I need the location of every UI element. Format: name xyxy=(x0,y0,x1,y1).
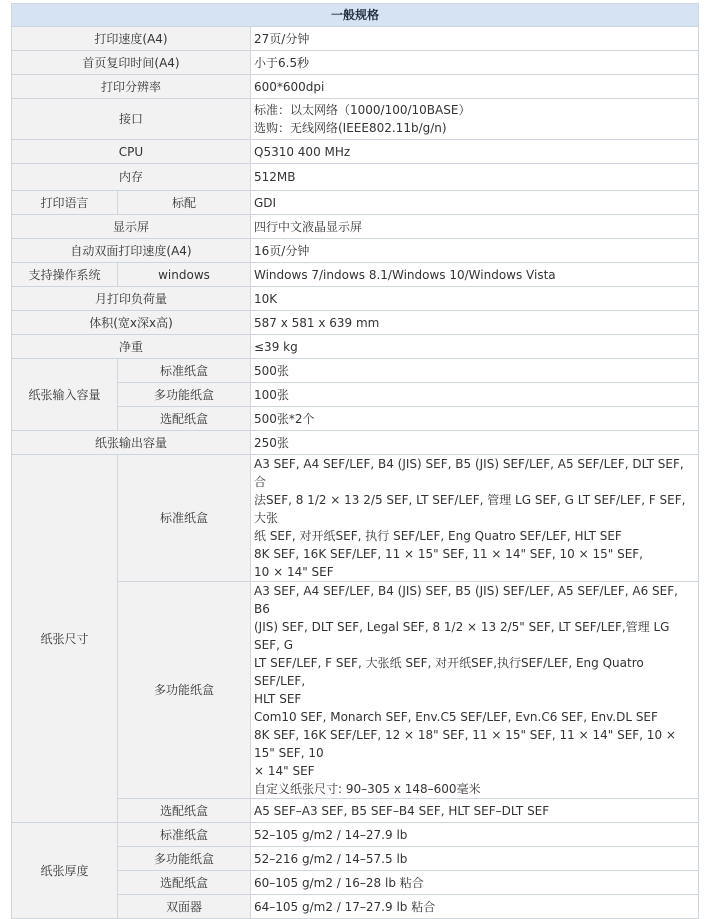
row-value: 60–105 g/m2 / 16–28 lb 粘合 xyxy=(251,871,699,895)
table-row xyxy=(12,99,699,140)
row-label: 月打印负荷量 xyxy=(12,287,251,311)
row-value: 500张 xyxy=(251,359,699,383)
row-value: 64–105 g/m2 / 17–27.9 lb 粘合 xyxy=(251,895,699,919)
row-value: GDI xyxy=(251,191,699,215)
row-label: 体积(宽x深x高) xyxy=(12,311,251,335)
table-row xyxy=(12,140,699,164)
row-value: 512MB xyxy=(251,164,699,191)
row-label: 打印语言 xyxy=(12,191,118,215)
row-label: 纸张输出容量 xyxy=(12,431,251,455)
value-line: (JIS) SEF, DLT SEF, Legal SEF, 8 1/2 × 13 2/5" SEF, LT SEF/LEF,管理 LG SEF, G xyxy=(254,620,670,652)
row-sublabel: 标准纸盒 xyxy=(118,455,251,582)
value-line: 纸 SEF, 对开纸SEF, 执行 SEF/LEF, Eng Quatro SEF/LEF, HLT SEF xyxy=(254,529,622,543)
table-row xyxy=(12,27,699,51)
row-sublabel: 标准纸盒 xyxy=(118,359,251,383)
table-row xyxy=(12,311,699,335)
table-row xyxy=(12,287,699,311)
row-value: 小于6.5秒 xyxy=(251,51,699,75)
table-row xyxy=(12,215,699,239)
table-row xyxy=(12,359,699,383)
value-line: 10 × 14" SEF xyxy=(254,565,334,579)
row-label: 接口 xyxy=(12,99,251,140)
row-label: 打印分辨率 xyxy=(12,75,251,99)
row-value: 27页/分钟 xyxy=(251,27,699,51)
spec-table xyxy=(11,3,699,919)
row-value: 52–216 g/m2 / 14–57.5 lb xyxy=(251,847,699,871)
row-label: 打印速度(A4) xyxy=(12,27,251,51)
row-sublabel: windows xyxy=(118,263,251,287)
row-label: 支持操作系统 xyxy=(12,263,118,287)
value-line: 法SEF, 8 1/2 × 13 2/5 SEF, LT SEF/LEF, 管理 LG SEF, G LT SEF/LEF, F SEF, 大张 xyxy=(254,493,686,525)
row-value: ≤39 kg xyxy=(251,335,699,359)
row-value: Q5310 400 MHz xyxy=(251,140,699,164)
row-sublabel: 多功能纸盒 xyxy=(118,847,251,871)
row-value xyxy=(251,455,699,582)
table-row xyxy=(12,431,699,455)
value-line: Com10 SEF, Monarch SEF, Env.C5 SEF/LEF, Evn.C6 SEF, Env.DL SEF xyxy=(254,710,658,724)
row-sublabel: 选配纸盒 xyxy=(118,799,251,823)
table-row xyxy=(12,51,699,75)
row-sublabel: 标配 xyxy=(118,191,251,215)
table-title: 一般规格 xyxy=(12,4,699,27)
row-sublabel: 多功能纸盒 xyxy=(118,582,251,799)
value-line: 标准：以太网络（1000/100/10BASE） xyxy=(254,103,471,117)
value-line: A3 SEF, A4 SEF/LEF, B4 (JIS) SEF, B5 (JIS) SEF/LEF, A5 SEF/LEF, A6 SEF, B6 xyxy=(254,584,678,616)
value-line: LT SEF/LEF, F SEF, 大张纸 SEF, 对开纸SEF,执行SEF/LEF, Eng Quatro SEF/LEF, xyxy=(254,656,644,688)
table-row xyxy=(12,455,699,582)
row-value: 10K xyxy=(251,287,699,311)
row-label: 纸张尺寸 xyxy=(12,455,118,823)
row-value: 587 x 581 x 639 mm xyxy=(251,311,699,335)
row-sublabel: 双面器 xyxy=(118,895,251,919)
row-label: 纸张厚度 xyxy=(12,823,118,919)
row-sublabel: 标准纸盒 xyxy=(118,823,251,847)
table-row xyxy=(12,75,699,99)
row-label: 显示屏 xyxy=(12,215,251,239)
table-row xyxy=(12,191,699,215)
row-value: 16页/分钟 xyxy=(251,239,699,263)
row-value: 四行中文液晶显示屏 xyxy=(251,215,699,239)
row-value: 100张 xyxy=(251,383,699,407)
row-value: A5 SEF–A3 SEF, B5 SEF–B4 SEF, HLT SEF–DLT SEF xyxy=(251,799,699,823)
value-line: × 14" SEF xyxy=(254,764,315,778)
row-value xyxy=(251,99,699,140)
row-value: 500张*2个 xyxy=(251,407,699,431)
row-label: 内存 xyxy=(12,164,251,191)
row-value: 600*600dpi xyxy=(251,75,699,99)
row-label: CPU xyxy=(12,140,251,164)
row-label: 自动双面打印速度(A4) xyxy=(12,239,251,263)
row-value: 250张 xyxy=(251,431,699,455)
value-line: HLT SEF xyxy=(254,692,302,706)
table-row xyxy=(12,335,699,359)
table-row xyxy=(12,164,699,191)
table-row xyxy=(12,263,699,287)
table-row xyxy=(12,239,699,263)
row-value xyxy=(251,582,699,799)
row-sublabel: 多功能纸盒 xyxy=(118,383,251,407)
row-sublabel: 选配纸盒 xyxy=(118,407,251,431)
row-label: 纸张输入容量 xyxy=(12,359,118,431)
value-line: 8K SEF, 16K SEF/LEF, 12 × 18" SEF, 11 × 15" SEF, 11 × 14" SEF, 10 × 15" SEF, 10 xyxy=(254,728,676,760)
table-row xyxy=(12,823,699,847)
row-sublabel: 选配纸盒 xyxy=(118,871,251,895)
value-line: A3 SEF, A4 SEF/LEF, B4 (JIS) SEF, B5 (JIS) SEF/LEF, A5 SEF/LEF, DLT SEF, 合 xyxy=(254,457,684,489)
row-label: 净重 xyxy=(12,335,251,359)
row-label: 首页复印时间(A4) xyxy=(12,51,251,75)
value-line: 选购：无线网络(IEEE802.11b/g/n) xyxy=(254,121,447,135)
row-value: Windows 7/indows 8.1/Windows 10/Windows Vista xyxy=(251,263,699,287)
value-line: 自定义纸张尺寸: 90–305 x 148–600毫米 xyxy=(254,782,481,796)
row-value: 52–105 g/m2 / 14–27.9 lb xyxy=(251,823,699,847)
value-line: 8K SEF, 16K SEF/LEF, 11 × 15" SEF, 11 × 14" SEF, 10 × 15" SEF, xyxy=(254,547,643,561)
